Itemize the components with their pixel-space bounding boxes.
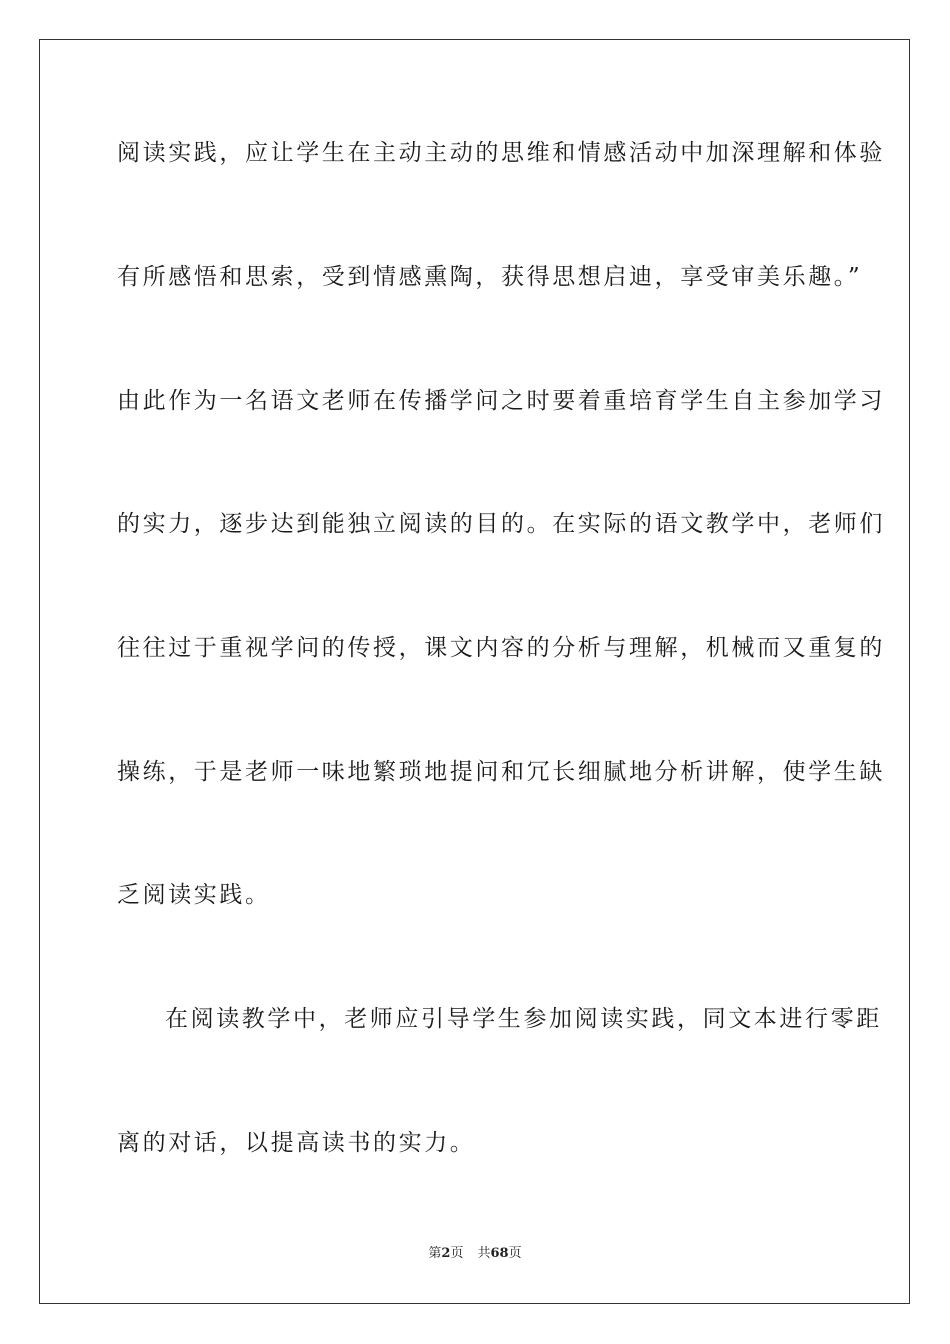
page-footer [0, 1245, 950, 1263]
body-text-line: 阅读实践，应让学生在主动主动的思维和情感活动中加深理解和体验 [117, 140, 885, 166]
page-prefix: 第 [428, 1246, 442, 1261]
page-border [39, 39, 910, 1304]
total-suffix: 页 [508, 1246, 522, 1261]
body-text-line: 有所感悟和思索，受到情感熏陶，获得思想启迪，享受审美乐趣。” [117, 264, 863, 290]
paragraph-first-line: 在阅读教学中，老师应引导学生参加阅读实践，同文本进行零距 [165, 1006, 882, 1032]
body-text-line: 离的对话，以提高读书的实力。 [117, 1130, 476, 1156]
body-text-line: 操练，于是老师一味地繁琐地提问和冗长细腻地分析讲解，使学生缺 [117, 759, 885, 785]
body-text-line: 的实力，逐步达到能独立阅读的目的。在实际的语文教学中，老师们 [117, 511, 885, 537]
page-number: 2 [441, 1246, 451, 1261]
body-text-line: 乏阅读实践。 [117, 882, 271, 908]
body-text-line: 往往过于重视学问的传授，课文内容的分析与理解，机械而又重复的 [117, 635, 885, 661]
total-prefix: 共 [477, 1246, 491, 1261]
body-text-line: 由此作为一名语文老师在传播学问之时要着重培育学生自主参加学习 [117, 388, 885, 414]
page-suffix: 页 [450, 1246, 464, 1261]
total-pages: 68 [490, 1246, 509, 1261]
